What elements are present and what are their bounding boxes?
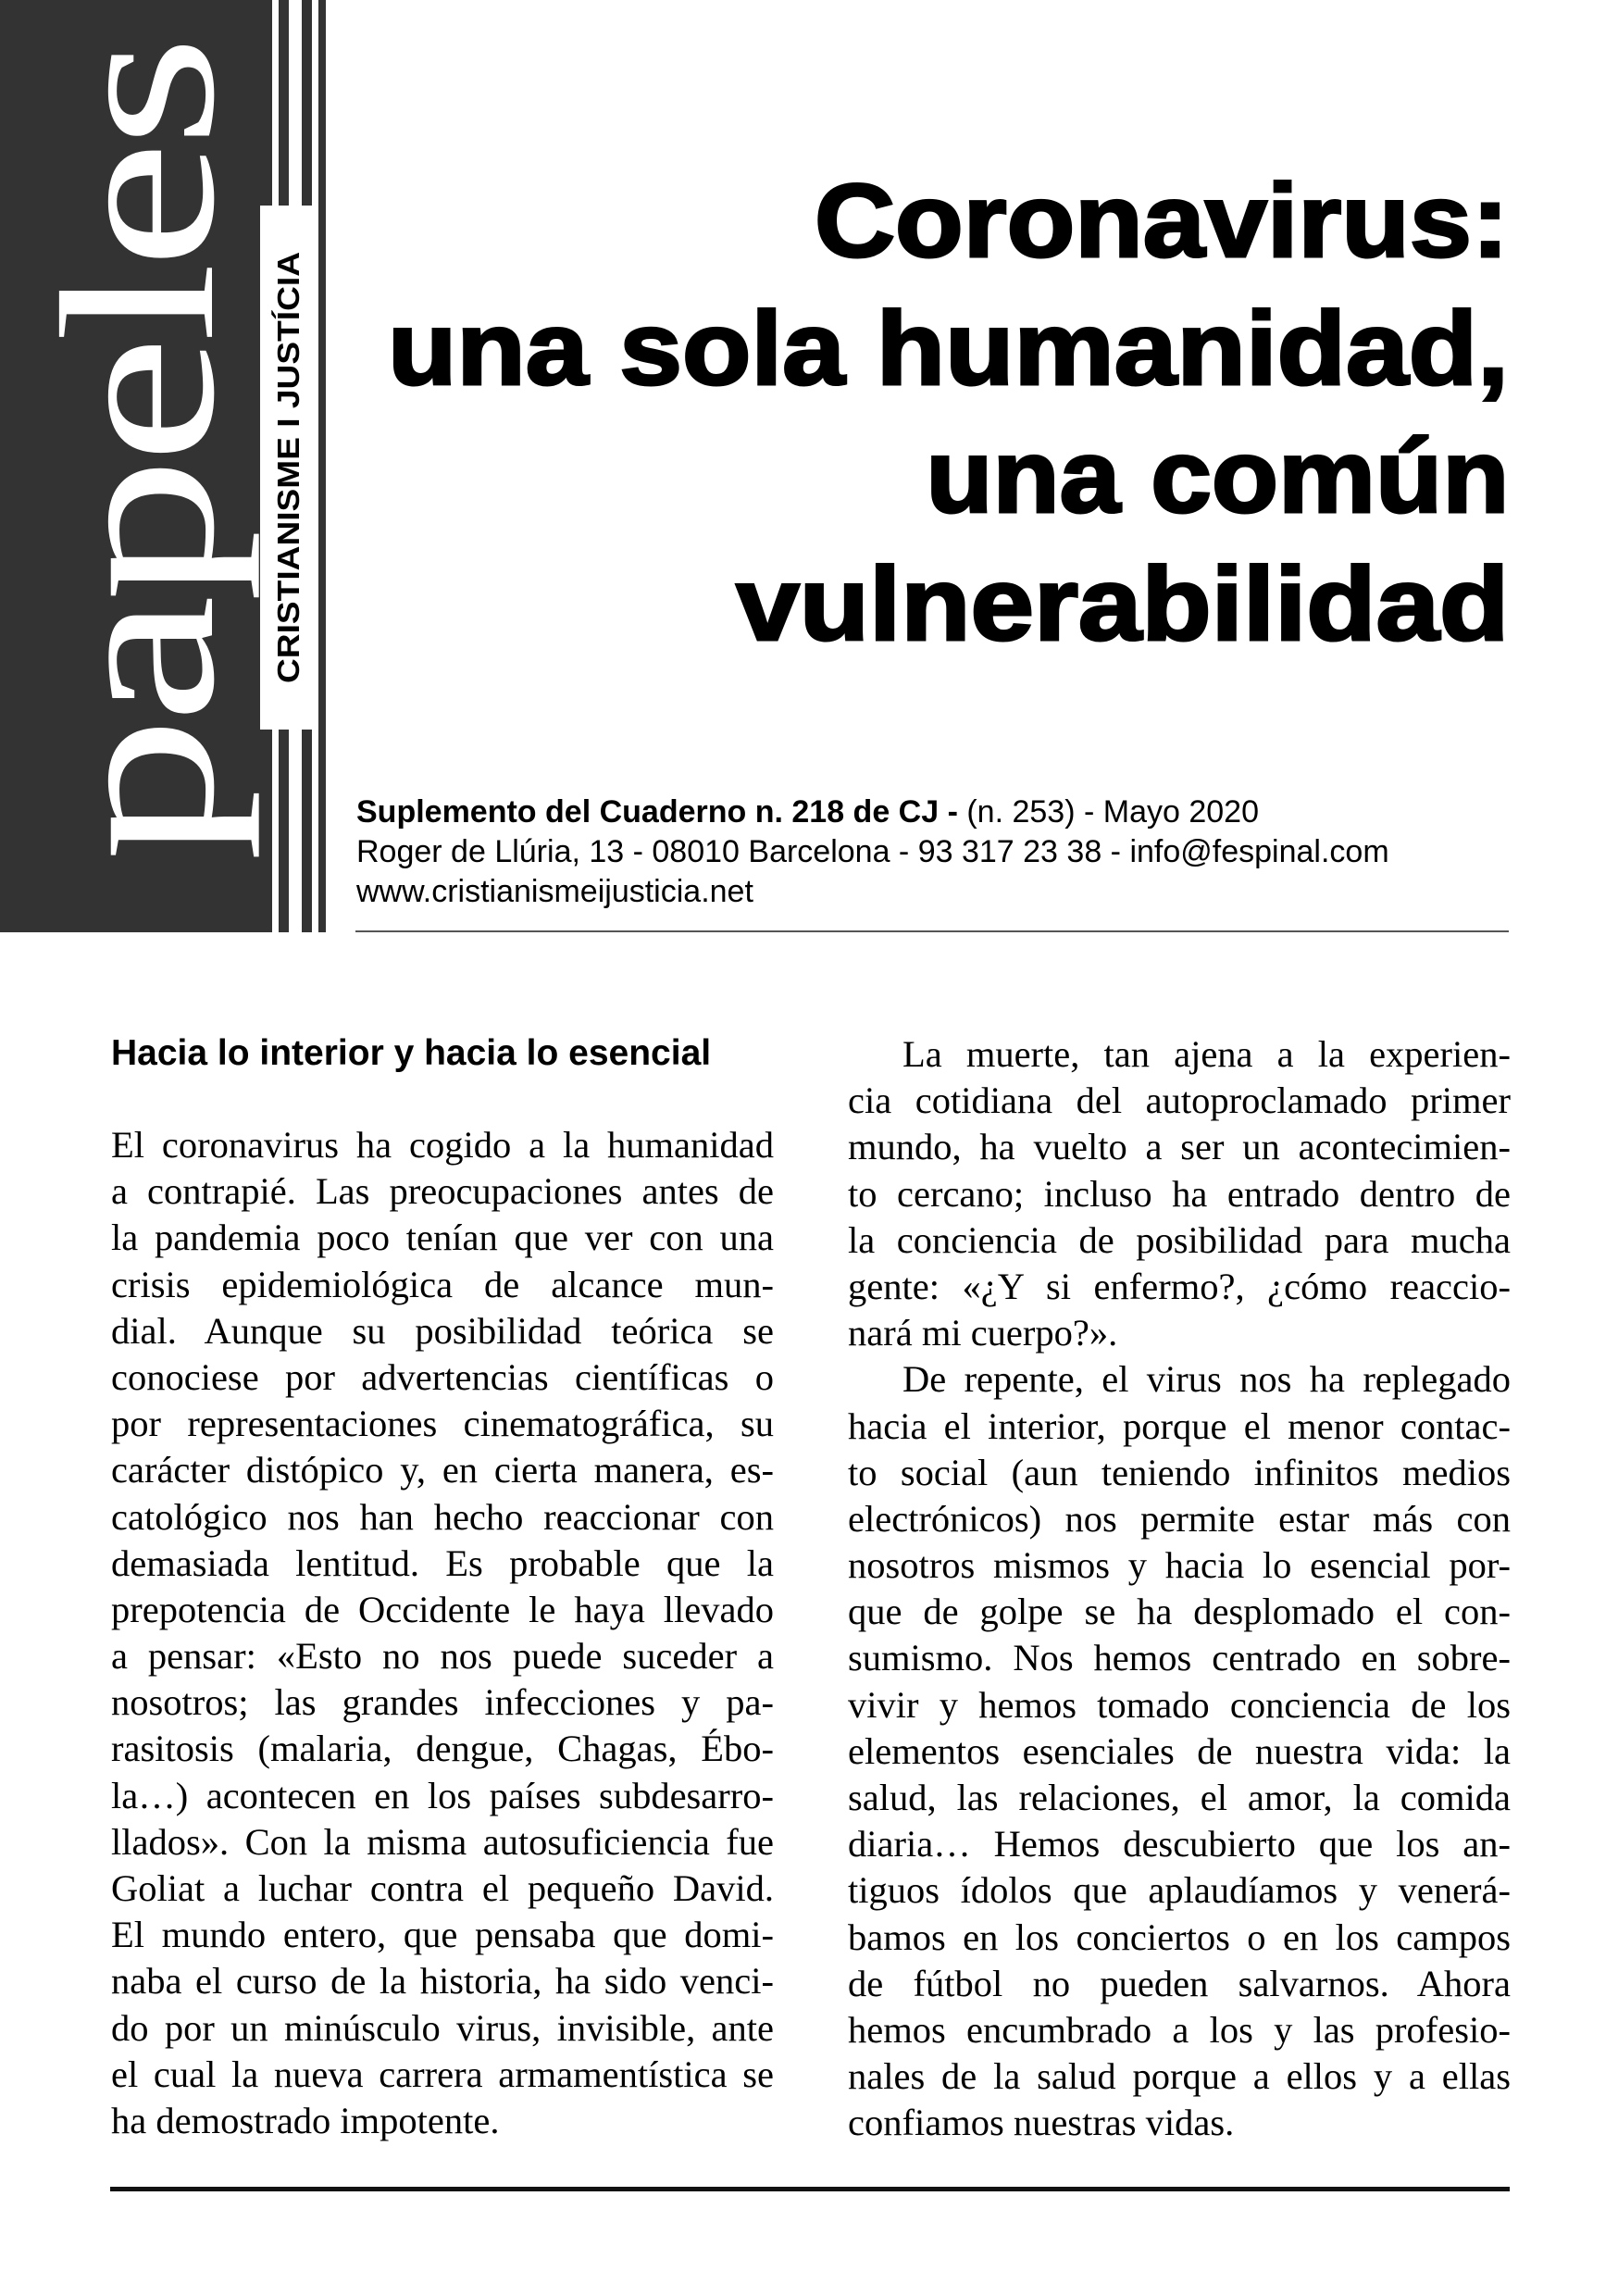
text-line-content: demasiada lentitud. Es probable que la xyxy=(111,1541,774,1584)
text-line xyxy=(848,1031,1511,1078)
publication-info xyxy=(356,792,1513,912)
text-line-content: bamos en los conciertos o en los campos xyxy=(848,1915,1511,1958)
text-line xyxy=(111,1168,774,1215)
text-line-content: El mundo entero, que pensaba que domi- xyxy=(111,1914,774,1956)
text-line xyxy=(848,1961,1511,2007)
article-column-right xyxy=(848,1031,1511,2147)
text-line-content: naba el curso de la historia, ha sido venci- xyxy=(111,1960,774,2003)
text-line-content: catológico nos han hecho reaccionar con xyxy=(111,1495,774,1538)
text-line-content: prepotencia de Occidente le haya llevado xyxy=(111,1588,774,1630)
text-line xyxy=(848,1589,1511,1635)
text-line-content: El coronavirus ha cogido a la humanidad xyxy=(111,1124,774,1166)
text-line xyxy=(848,1867,1511,1914)
text-line xyxy=(848,1682,1511,1728)
text-line xyxy=(848,1356,1511,1403)
text-line-content: nosotros; las grandes infecciones y pa- xyxy=(111,1681,774,1724)
text-line-content: por representaciones cinematográfica, su xyxy=(111,1403,774,1445)
text-line-content: nales de la salud porque a ellos y a ellas xyxy=(848,2055,1511,2098)
text-line-content: llados». Con la misma autosuficiencia fue xyxy=(111,1820,774,1863)
text-line-content: el cual la nueva carrera armamentística se xyxy=(111,2053,774,2095)
text-line xyxy=(848,1450,1511,1496)
text-line-content: to cercano; incluso ha entrado dentro de xyxy=(848,1172,1511,1215)
text-line xyxy=(111,1912,774,1958)
title-line-text: Coronavirus: xyxy=(815,163,1509,279)
text-line xyxy=(111,1122,774,1168)
text-line-content: hemos encumbrado a los y las profesio- xyxy=(848,2008,1511,2051)
text-line xyxy=(848,1635,1511,1681)
title-line-text: vulnerabilidad xyxy=(736,546,1509,662)
text-line-content: nará mi cuerpo?». xyxy=(848,1312,1118,1354)
text-line-content: De repente, el virus nos ha replegado xyxy=(902,1358,1511,1401)
section-heading: Hacia lo interior y hacia lo esencial xyxy=(111,1033,712,1073)
text-line-content: a contrapié. Las preocupaciones antes de xyxy=(111,1170,774,1213)
text-line-content: salud, las relaciones, el amor, la comida xyxy=(848,1777,1511,1818)
title-line-text: una sola humanidad, xyxy=(388,291,1509,406)
text-line xyxy=(848,1078,1511,1124)
text-line xyxy=(111,1215,774,1261)
text-line xyxy=(848,1728,1511,1775)
text-line xyxy=(848,1496,1511,1542)
text-line-content: hacia el interior, porque el menor contac- xyxy=(848,1404,1511,1447)
text-line xyxy=(848,1171,1511,1217)
text-line xyxy=(111,1494,774,1541)
text-line-content: rasitosis (malaria, dengue, Chagas, Ébo- xyxy=(111,1728,774,1770)
article-column-left xyxy=(111,1122,774,2144)
text-line xyxy=(848,2100,1511,2146)
text-line xyxy=(111,1308,774,1354)
separator: - xyxy=(939,794,967,830)
text-line xyxy=(111,2005,774,2052)
text-line xyxy=(111,2052,774,2098)
supplement-label: Suplemento del Cuaderno n. 218 de CJ xyxy=(356,794,940,830)
text-line-content: elementos esenciales de nuestra vida: la xyxy=(848,1729,1511,1772)
title-line-text: una común xyxy=(926,418,1509,534)
text-line xyxy=(848,1310,1511,1356)
text-line xyxy=(111,1633,774,1679)
text-line-content: que de golpe se ha desplomado el con- xyxy=(848,1591,1511,1633)
text-line xyxy=(111,1541,774,1587)
page-title xyxy=(305,157,1509,668)
title-line xyxy=(305,541,1509,668)
text-line-content: crisis epidemiológica de alcance mun- xyxy=(111,1263,774,1305)
text-line xyxy=(848,2053,1511,2100)
masthead-label: CRISTIANISME I JUSTÍCIA xyxy=(271,251,305,684)
text-line-content: gente: «¿Y si enfermo?, ¿cómo reaccio- xyxy=(848,1265,1511,1307)
text-line xyxy=(111,1726,774,1772)
website-link[interactable]: www.cristianismeijusticia.net xyxy=(356,874,753,909)
text-line xyxy=(848,1821,1511,1867)
text-line-content: tiguos ídolos que aplaudíamos y venerá- xyxy=(848,1869,1511,1912)
text-line-content: diaria… Hemos descubierto que los an- xyxy=(848,1823,1511,1866)
text-line-content: electrónicos) nos permite estar más con xyxy=(848,1497,1511,1540)
text-line-content: la pandemia poco tenían que ver con una xyxy=(111,1217,774,1259)
text-line-content: a pensar: «Esto no nos puede suceder a xyxy=(111,1635,774,1678)
text-line xyxy=(111,2098,774,2144)
text-line-content: dial. Aunque su posibilidad teórica se xyxy=(111,1309,774,1352)
text-line xyxy=(111,1958,774,2004)
text-line xyxy=(111,1587,774,1633)
text-line-content: carácter distópico y, en cierta manera, es- xyxy=(111,1449,774,1491)
title-line xyxy=(305,285,1509,413)
footer-divider xyxy=(110,2187,1510,2191)
text-line xyxy=(111,1679,774,1726)
text-line xyxy=(848,1775,1511,1821)
text-line-content: sumismo. Nos hemos centrado en sobre- xyxy=(848,1637,1511,1679)
header-divider xyxy=(355,930,1509,932)
text-line-content: de fútbol no pueden salvarnos. Ahora xyxy=(848,1962,1511,2004)
text-line-content: mundo, ha vuelto a ser un acontecimien- xyxy=(848,1126,1511,1168)
text-line xyxy=(111,1401,774,1447)
text-line xyxy=(111,1354,774,1401)
text-line xyxy=(111,1447,774,1493)
text-line-content: conociese por advertencias científicas o xyxy=(111,1355,774,1398)
text-line xyxy=(848,1542,1511,1589)
text-line xyxy=(848,2007,1511,2053)
issue-date: (n. 253) - Mayo 2020 xyxy=(966,794,1259,830)
text-line-content: to social (aun teniendo infinitos medios xyxy=(848,1451,1511,1493)
text-line xyxy=(111,1819,774,1866)
text-line xyxy=(111,1262,774,1308)
text-line xyxy=(111,1866,774,1912)
papeles-logo: papeles xyxy=(17,42,260,862)
text-line xyxy=(848,1264,1511,1310)
text-line xyxy=(848,1217,1511,1264)
text-line xyxy=(848,1915,1511,1961)
text-line-content: la conciencia de posibilidad para mucha xyxy=(848,1218,1511,1261)
text-line xyxy=(111,1773,774,1819)
text-line-content: La muerte, tan ajena a la experien- xyxy=(902,1033,1511,1075)
text-line-content: la…) acontecen en los países subdesarro- xyxy=(111,1774,774,1816)
text-line-content: ha demostrado impotente. xyxy=(111,2099,500,2141)
text-line xyxy=(848,1404,1511,1450)
publication-line xyxy=(356,792,1513,832)
text-line-content: Goliat a luchar contra el pequeño David. xyxy=(111,1867,774,1909)
title-line xyxy=(305,157,1509,285)
text-line-content: cia cotidiana del autoproclamado primer xyxy=(848,1079,1511,1122)
text-line xyxy=(848,1124,1511,1170)
text-line-content: do por un minúsculo virus, invisible, ante xyxy=(111,2006,774,2049)
text-line-content: vivir y hemos tomado conciencia de los xyxy=(848,1683,1511,1726)
address-line: Roger de Llúria, 13 - 08010 Barcelona - 93 317 23 38 - info@fespinal.com xyxy=(356,834,1389,869)
text-line-content: confiamos nuestras vidas. xyxy=(848,2102,1235,2144)
text-line-content: nosotros mismos y hacia lo esencial por- xyxy=(848,1544,1511,1587)
title-line xyxy=(305,413,1509,541)
